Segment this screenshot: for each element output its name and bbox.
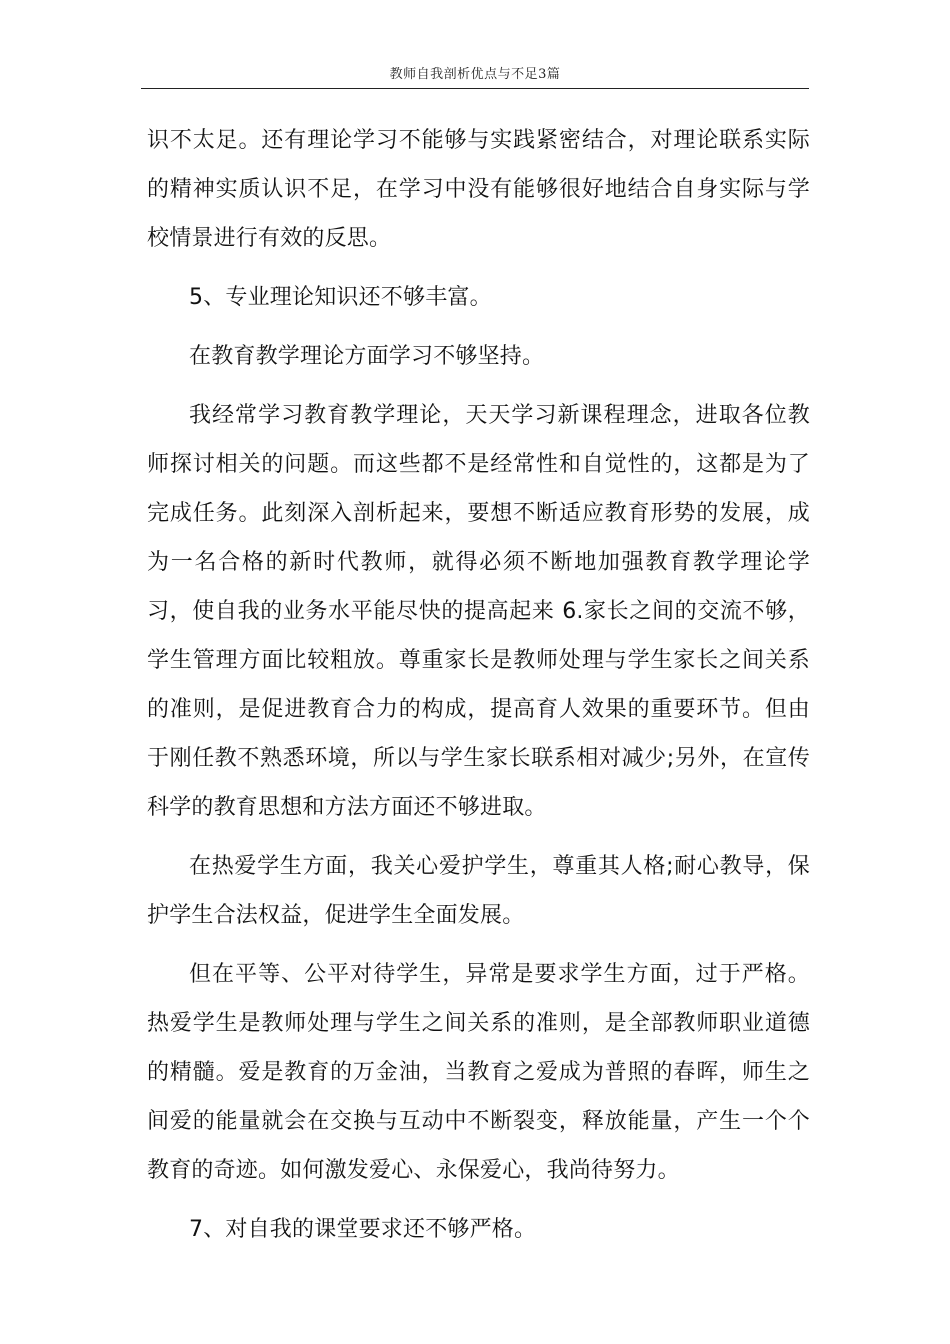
- paragraph-love-students: 在热爱学生方面，我关心爱护学生，尊重其人格;耐心教导，保护学生合法权益，促进学生全面发展。: [147, 854, 810, 928]
- page-header-title: 教师自我剖析优点与不足3篇: [389, 67, 561, 82]
- paragraph-theory-study: 在教育教学理论方面学习不够坚持。: [189, 344, 545, 369]
- paragraph-self-analysis: 我经常学习教育教学理论，天天学习新课程理念，进取各位教师探讨相关的问题。而这些都不是经常性和自觉性的，这都是为了完成任务。此刻深入剖析起来，要想不断适应教育形势的发展，成为一名合格的新时代教师，就得必须不断地加强教育教学理论学习，使自我的业务水平能尽快的提高起来 6.家长之间的交流不够，学生管理方面比较粗放。尊重家长是教师处理与学生家长之间关系的准则，是促进教育合力的构成，提高育人效果的重要环节。但由于刚任教不熟悉环境，所以与学生家长联系相对减少;另外，在宣传科学的教育思想和方法方面还不够进取。: [147, 403, 810, 820]
- document-body: [147, 116, 810, 1264]
- paragraph-item-5-heading: 5、专业理论知识还不够丰富。: [189, 285, 492, 310]
- paragraph-fairness: 但在平等、公平对待学生，异常是要求学生方面，过于严格。热爱学生是教师处理与学生之间关系的准则，是全部教师职业道德的精髓。爱是教育的万金油，当教育之爱成为普照的春晖，师生之间爱的能量就会在交换与互动中不断裂变，释放能量，产生一个个教育的奇迹。如何激发爱心、永保爱心，我尚待努力。: [147, 962, 810, 1183]
- paragraph-item-7-heading: 7、对自我的课堂要求还不够严格。: [189, 1217, 537, 1242]
- header-divider: [141, 88, 809, 89]
- paragraph-continuation: 识不太足。还有理论学习不能够与实践紧密结合，对理论联系实际的精神实质认识不足，在学习中没有能够很好地结合自身实际与学校情景进行有效的反思。: [147, 128, 810, 251]
